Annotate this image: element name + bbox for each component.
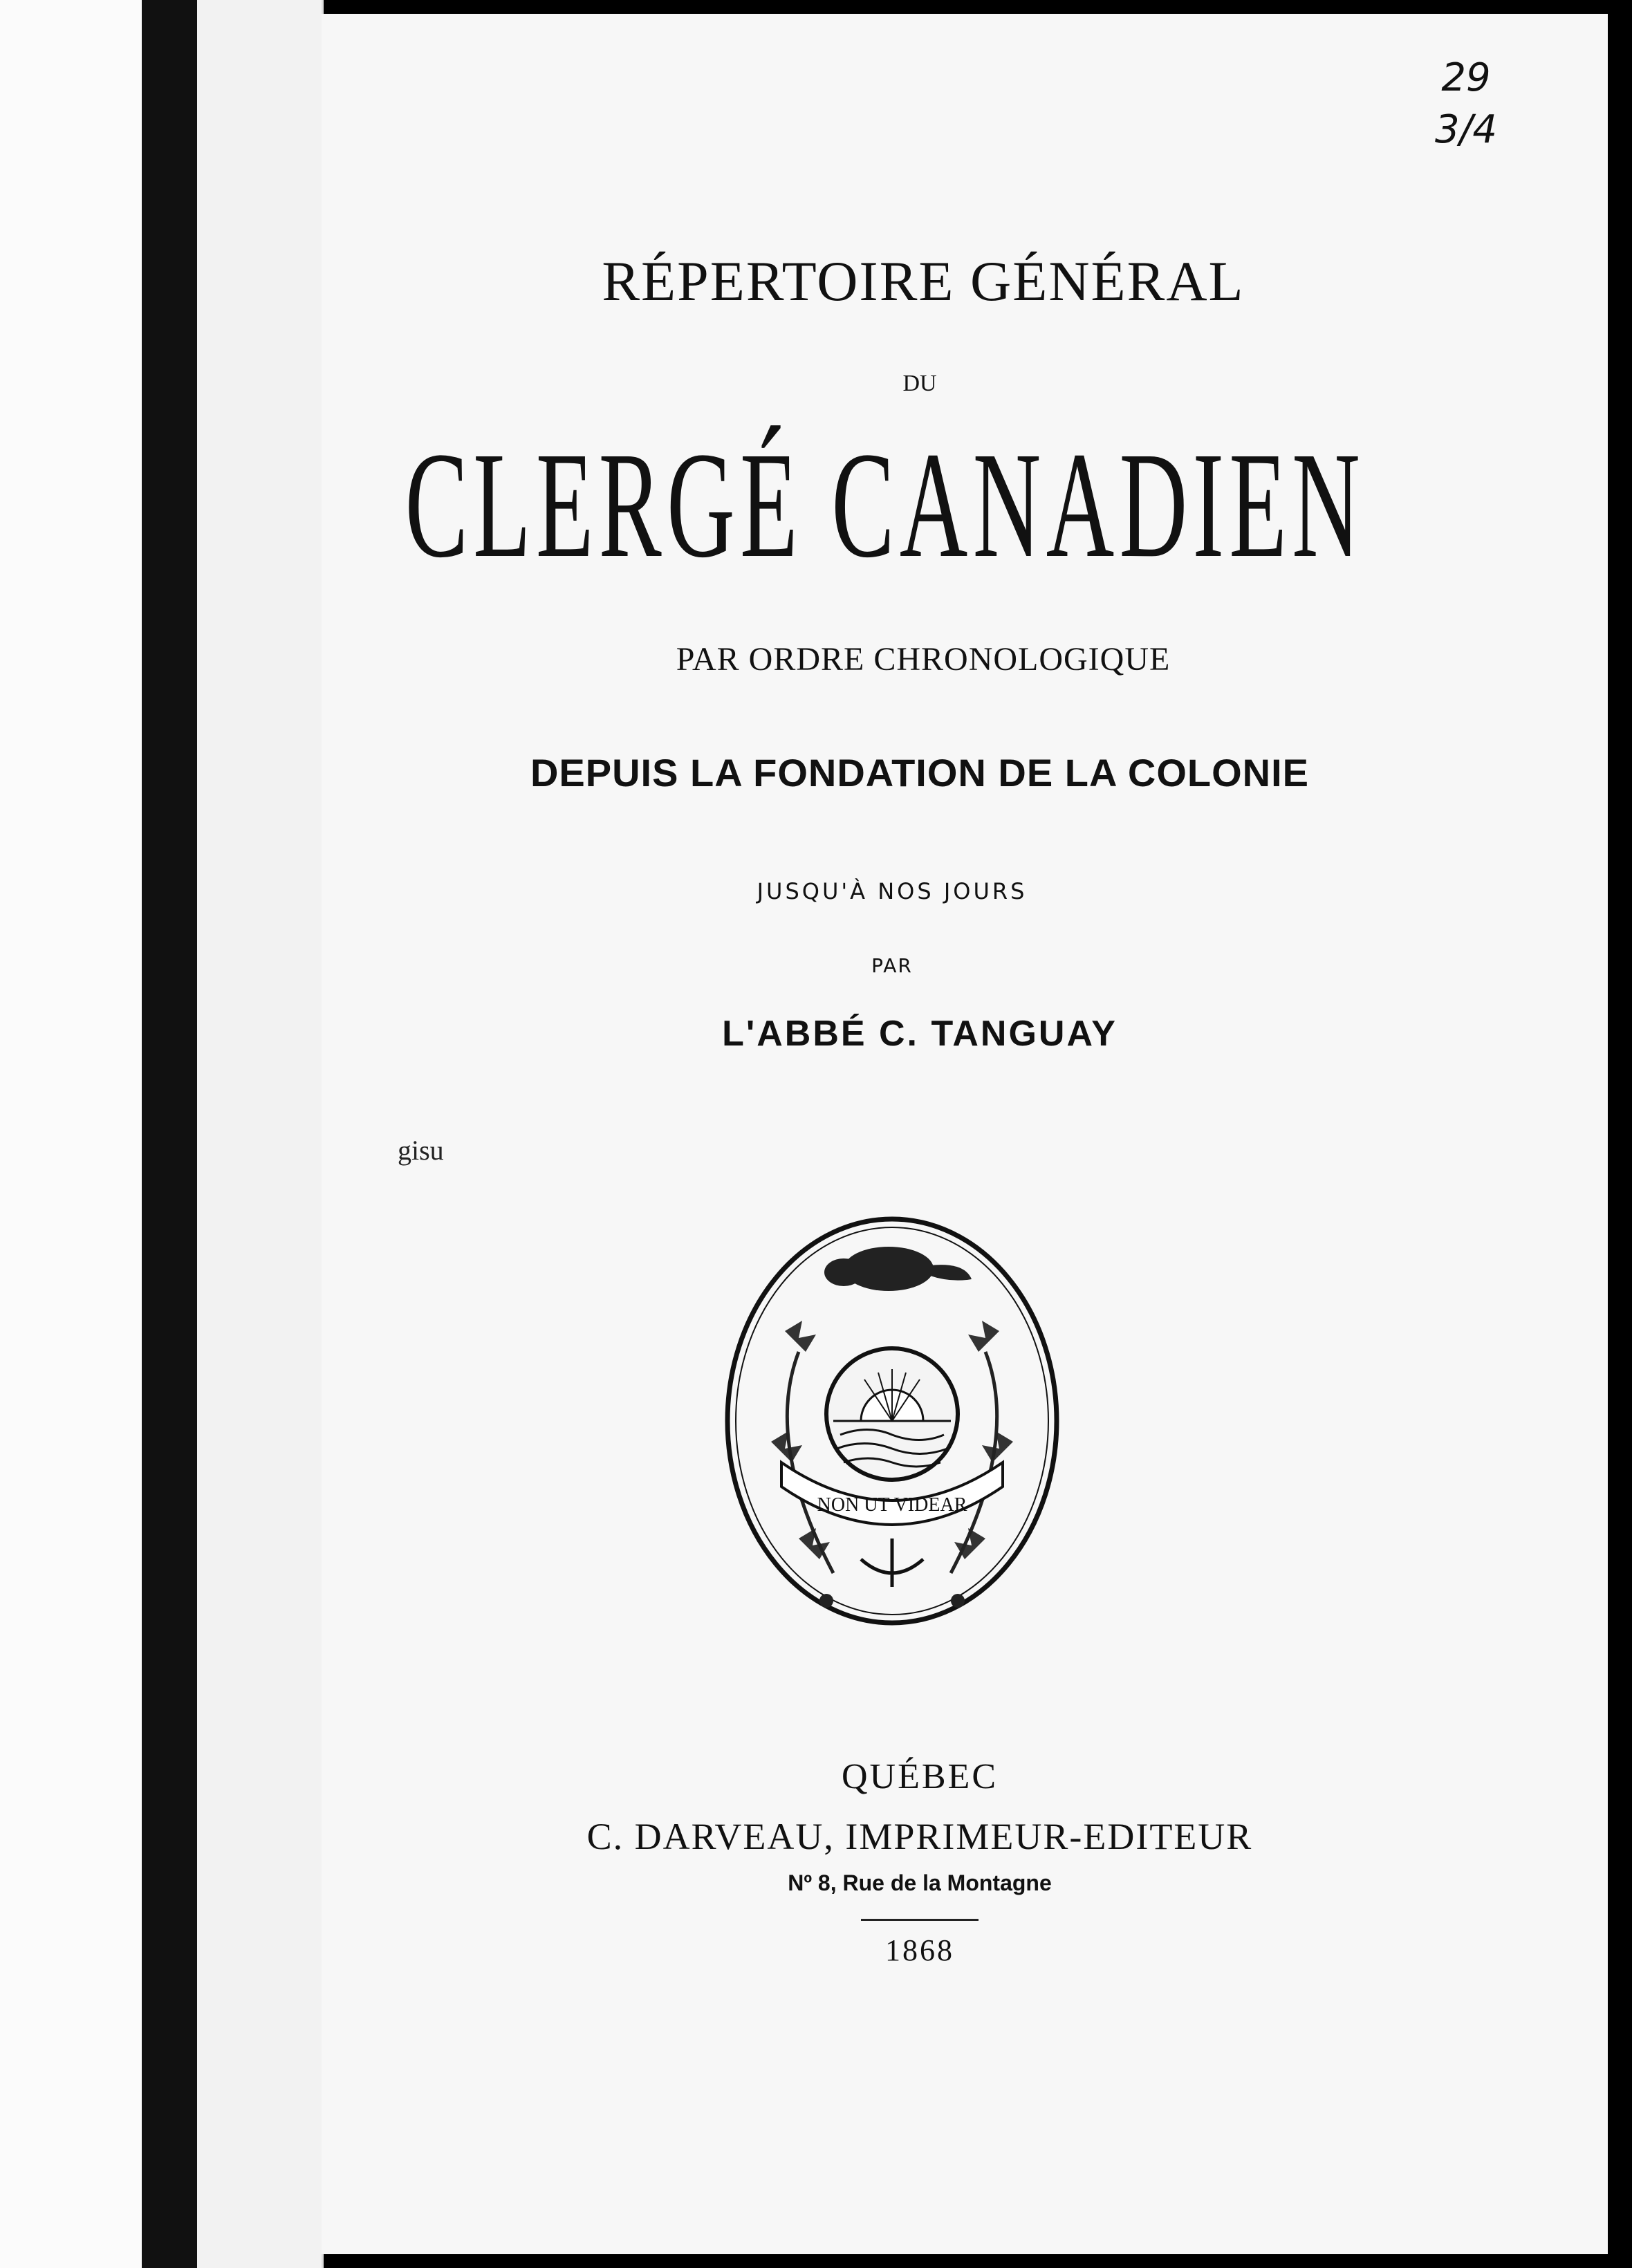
coat-of-arms-icon: [723, 1214, 1061, 1628]
left-margin-scan: [0, 0, 159, 2268]
title-page: [322, 14, 1608, 2254]
imprint-year: 1868: [885, 1933, 954, 1967]
seal-motto: NON UT VIDEAR: [817, 1494, 967, 1516]
title-line2: DU: [902, 371, 937, 396]
imprint-address: Nº 8, Rue de la Montagne: [788, 1870, 1052, 1895]
main-title: CLERGÉ CANADIEN: [405, 420, 1366, 589]
author-name: L'ABBÉ C. TANGUAY: [722, 1014, 1118, 1054]
subtitle-order: PAR ORDRE CHRONOLOGIQUE: [676, 641, 1171, 678]
torn-fragment-text: gisu: [398, 1135, 444, 1166]
by-label: PAR: [871, 954, 913, 977]
imprint-divider: [861, 1919, 979, 1921]
pencil-note-line2: 3/4: [1434, 107, 1498, 152]
scan-edge: [1608, 0, 1632, 2268]
book-spine: [142, 0, 197, 2268]
subtitle-foundation: DEPUIS LA FONDATION DE LA COLONIE: [530, 751, 1310, 794]
binding-strip: [197, 0, 324, 2268]
subtitle-to-date: JUSQU'À NOS JOURS: [757, 878, 1028, 904]
imprint-publisher: C. DARVEAU, IMPRIMEUR-EDITEUR: [586, 1816, 1253, 1857]
pencil-note-line1: 29: [1441, 55, 1491, 100]
title-line1: RÉPERTOIRE GÉNÉRAL: [602, 250, 1245, 313]
imprint-city: QUÉBEC: [842, 1757, 998, 1796]
